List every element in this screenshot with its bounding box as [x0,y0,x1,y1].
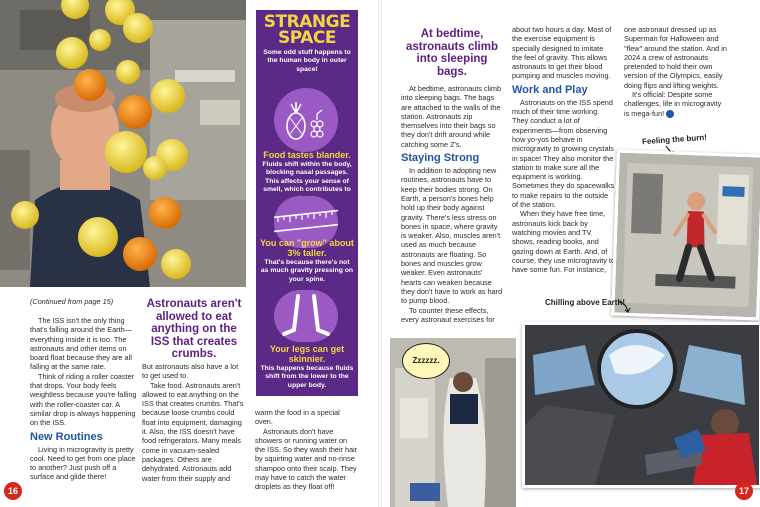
sidebar-title-line1: STRANGE [263,12,351,32]
sleeping-bags-pull-quote: At bedtime, astronauts climb into sleeping bags. [405,28,499,78]
page-gutter [378,0,382,507]
crumbs-pull-quote: Astronauts aren't allowed to eat anything on the ISS that creates crumbs. [146,298,242,360]
fruit-illustration-circle [274,88,338,152]
fact1-heading: Food tastes blander. [263,150,351,160]
superman-paragraph: one astronaut dressed up as Superman for Halloween and "flew" around the station. And in 2024 a crew of astronauts pretended to hold their own version of the Olympics, easily doing flips and lifting weights. [624,25,727,90]
caption-chilling: Chilling above Earth! [545,298,626,307]
intro-paragraph-2: Think of riding a roller coaster that drops. Your body feels weightless because you're falling with the roller-coaster car. A similar drop is always happening on the ISS. [30,371,137,428]
intro-paragraph-1: The ISS isn't the only thing that's falling around the Earth—everything inside it is too. The astronauts and other items on board float because they are all falling at the same rate. [30,316,132,372]
staying-strong-paragraph-2: To counter these effects, every astronaut exercises for [401,305,495,324]
right-column-2 [512,25,615,274]
sidebar-intro: Some odd stuff happens to the human body in outer space! [263,49,351,73]
exercise-paragraph: about two hours a day. Most of the exercise equipment is specially designed to imitate the feel of gravity. This allows astronauts to get their blood pumping and muscles moving. [512,25,612,81]
page-number-right: 17 [735,482,753,500]
col3-paragraph-1: warm the food in a special oven. [255,408,340,427]
page-number-left: 16 [4,482,22,500]
strange-space-sidebar [256,10,358,396]
cupola-reading-photo [522,322,760,488]
col3-paragraph-2: Astronauts don't have showers or running water on the ISS. So they wash their hair by squirting water and no-rinse shampoo onto their scalp. They may have to catch the water droplets as they float off! [255,426,358,492]
sleeping-paragraph: At bedtime, astronauts climb into sleeping bags. The bags are attached to the walls of the station. Astronauts zip themselves into their bags so they don't drift around while catching some Z's. [401,84,502,149]
right-column-1 [401,84,503,324]
fact2-heading: You can "grow" about 3% taller. [260,238,354,258]
work-play-heading: Work and Play [512,83,588,96]
right-column-3 [624,25,728,118]
work-play-paragraph-1: Astronauts on the ISS spend much of their time working. They conduct a lot of experiments—from observing how yo-yos behave in microgravity to growing crystals in space! They also monitor the station to make sure all the equipment is working. Sometimes they do spacewalks to make repairs to the outside of the station. [512,97,615,210]
col2-paragraph-2: Take food. Astronauts aren't allowed to eat anything on the ISS that creates crumbs. That's because loose crumbs could float into equipment, damaging it. Also, the ISS doesn't have food refrigerators. Many meals come in vacuum-sealed packages. Others are dehydrated. Astronauts add water from their supply and [142,380,244,483]
continued-note: (Continued from page 15) [30,297,114,306]
new-routines-text: Living in microgravity is pretty cool. Need to get from one place to another? Just push off a surface and glide there! [30,444,136,482]
sidebar-title-line2: SPACE [278,28,336,48]
fact2-text: That's because there's not as much gravity pressing on your spine. [260,259,354,283]
left-column-3 [255,408,359,492]
sleep-speech-bubble [402,343,450,379]
legs-illustration-circle [274,290,338,342]
left-column-1 [30,316,138,482]
astronaut-fruit-photo [0,0,246,287]
end-mark-icon [666,110,674,118]
speech-bubble-text: Zzzzzz. [412,356,440,365]
fact3-text: This happens because fluids shift from the lower to the upper body. [260,365,354,389]
new-routines-heading: New Routines [30,430,103,443]
conclusion-text: It's official: Despite some challenges, life in microgravity is mega-fun! [624,90,722,118]
fact3-heading: Your legs can get skinnier. [269,344,345,364]
caption-arrow-icon-2 [618,300,632,314]
legs-icon [274,290,338,342]
conclusion-paragraph [624,90,728,118]
col2-paragraph-1: But astronauts also have a lot to get used to. [142,362,239,381]
staying-strong-paragraph-1: In addition to adopting new routines, astronauts have to keep their bodies strong. On Earth, a person's bones help hold up their body against gravity. There's less stress on bones in space, where gravity is weaker. Also, muscles aren't used as much because astronauts are floating. So bones and muscles grow weaker. Even astronauts' hearts can weaken because they don't have to work as hard to pump blood. [401,166,503,306]
treadmill-photo [611,149,760,320]
pineapple-grapes-icon [274,88,338,152]
work-play-paragraph-2: When they have free time, astronauts kick back by watching movies and TV shows, reading books, and gazing down at Earth. And, of course, they use microgravity to have some fun. For instance, [512,209,616,275]
caption-feeling-burn: Feeling the burn! [641,132,708,147]
left-column-2 [142,362,246,483]
fact1-text: Fluids shift within the body, blocking nasal passages. This affects your sense of smell, which contributes to [262,161,352,194]
staying-strong-heading: Staying Strong [401,152,480,165]
